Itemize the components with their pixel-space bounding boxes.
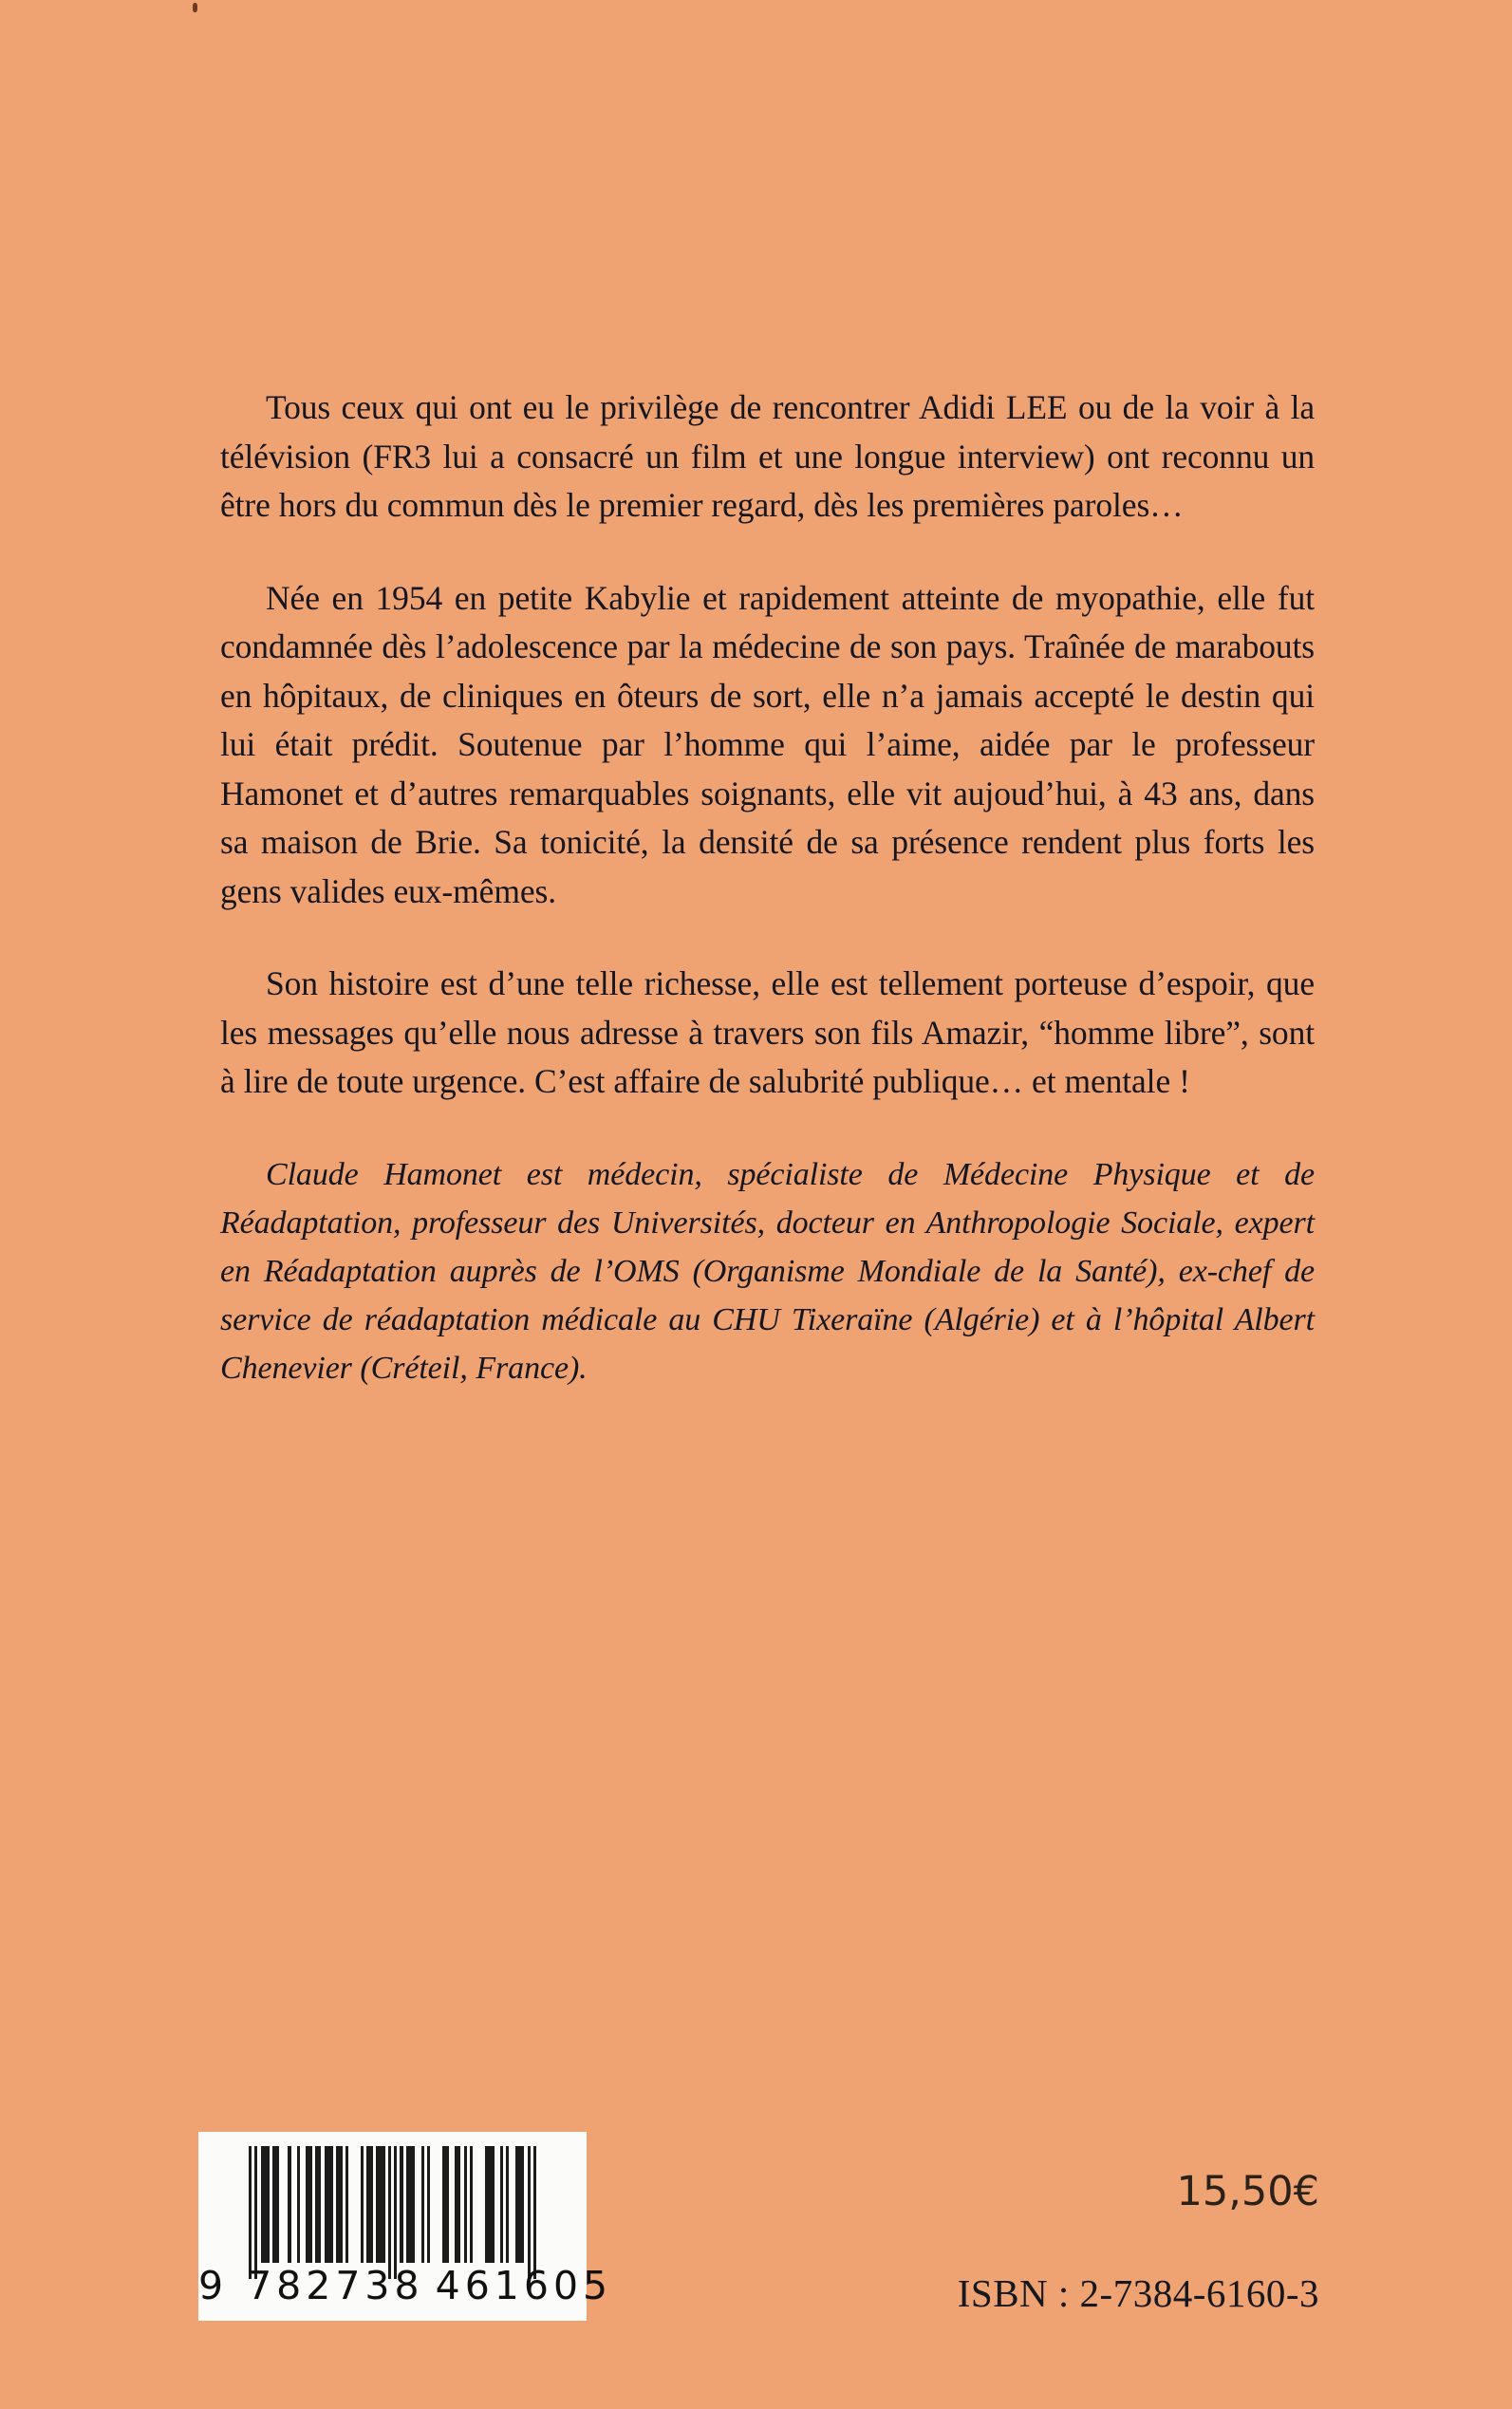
blurb-paragraph-1: Tous ceux qui ont eu le privilège de rencontrer Adidi LEE ou de la voir à la télévision (FR3 lui a consacré un film et une longue interview) ont reconnu un être hors du commun dès le premier regard, dès les premières paroles… bbox=[220, 388, 1315, 524]
barcode-digits-left: 782738 bbox=[247, 2263, 424, 2308]
barcode-bars bbox=[249, 2146, 536, 2263]
price-label: 15,50€ bbox=[1176, 2168, 1319, 2215]
barcode-digit-lead: 9 bbox=[198, 2263, 229, 2308]
print-speck bbox=[193, 3, 197, 12]
barcode-digits-right: 461605 bbox=[435, 2263, 613, 2308]
isbn-label: ISBN : 2-7384-6160-3 bbox=[957, 2271, 1319, 2315]
author-biography: Claude Hamonet est médecin, spécialiste de Médecine Physique et de Réadaptation, professeur des Universités, docteur en Anthropologie Sociale, expert en Réadaptation auprès de l’OMS (Organisme Mondiale de la Santé), ex-chef de service de réadaptation médicale au CHU Tixeraïne (Algérie) et à l’hôpital Albert Chenevier (Créteil, France). bbox=[220, 1156, 1315, 1386]
blurb-text-block bbox=[220, 383, 1315, 1392]
blurb-paragraph-3: Son histoire est d’une telle richesse, elle est tellement porteuse d’espoir, que les messages qu’elle nous adresse à travers son fils Amazir, “homme libre”, sont à lire de toute urgence. C’est affaire de salubrité publique… et mentale ! bbox=[220, 964, 1315, 1100]
barcode-digits bbox=[198, 2263, 613, 2308]
ean13-barcode bbox=[198, 2132, 613, 2321]
blurb-paragraph-2: Née en 1954 en petite Kabylie et rapidement atteinte de myopathie, elle fut condamnée dès l’adolescence par la médecine de son pays. Traînée de marabouts en hôpitaux, de cliniques en ôteurs de sort, elle n’a jamais accepté le destin qui lui était prédit. Soutenue par l’homme qui l’aime, aidée par le professeur Hamonet et d’autres remarquables soignants, elle vit aujoud’hui, à 43 ans, dans sa maison de Brie. Sa tonicité, la densité de sa présence rendent plus forts les gens valides eux-mêmes. bbox=[220, 578, 1315, 910]
